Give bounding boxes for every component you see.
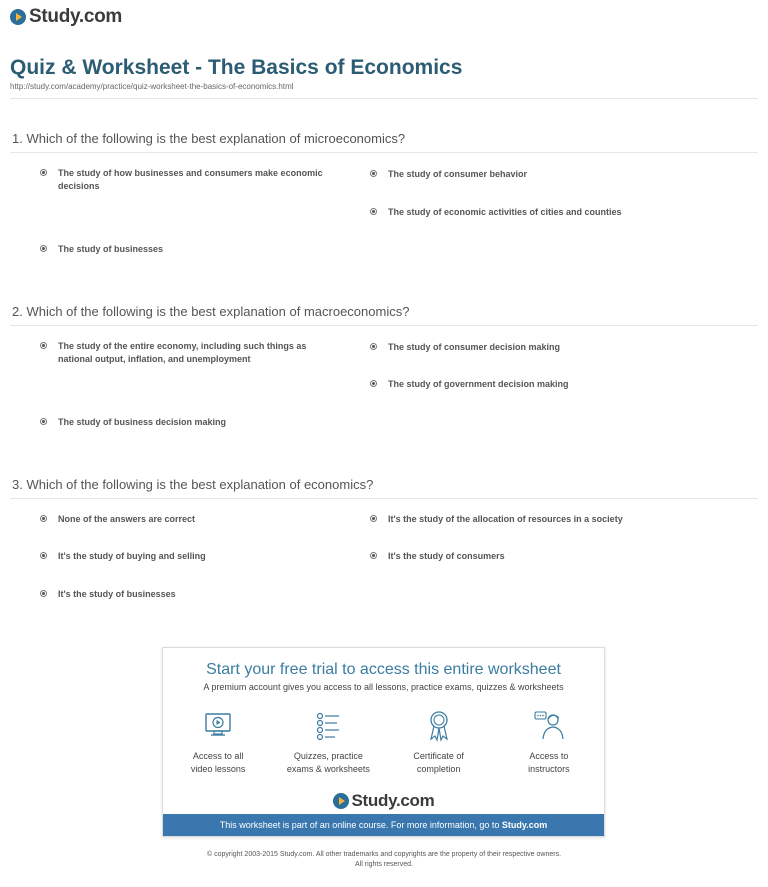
answer-option[interactable] bbox=[40, 588, 340, 601]
radio-button-icon[interactable] bbox=[40, 590, 47, 597]
feature-label: Access to all video lessons bbox=[190, 751, 246, 774]
certificate-icon bbox=[422, 708, 456, 742]
answer-label: The study of businesses bbox=[58, 244, 164, 254]
page-title: Quiz & Worksheet - The Basics of Economics bbox=[10, 56, 463, 79]
divider bbox=[10, 98, 758, 99]
answer-option[interactable] bbox=[40, 243, 340, 256]
answer-option[interactable] bbox=[370, 206, 740, 219]
feature-certificate bbox=[384, 708, 494, 776]
promo-headline[interactable]: Start your free trial to access this entire worksheet bbox=[206, 661, 561, 678]
radio-button-icon[interactable] bbox=[40, 552, 47, 559]
copyright-footer bbox=[0, 850, 768, 870]
instructor-icon bbox=[532, 708, 566, 742]
question-3 bbox=[10, 477, 758, 499]
answer-label: The study of economic activities of cities and counties bbox=[388, 207, 622, 217]
copyright-line: © copyright 2003-2015 Study.com. All other trademarks and copyrights are the property of their respective owners. bbox=[206, 851, 562, 858]
divider bbox=[10, 325, 758, 326]
logo-text: Study.com bbox=[351, 791, 435, 810]
radio-button-icon[interactable] bbox=[40, 342, 47, 349]
video-lesson-icon bbox=[201, 708, 235, 742]
answer-label: It's the study of buying and selling bbox=[58, 551, 206, 561]
promo-bar-text: This worksheet is part of an online course. For more information, go to bbox=[219, 820, 502, 830]
answer-option[interactable] bbox=[370, 513, 750, 526]
answer-option[interactable] bbox=[40, 550, 340, 563]
answer-option[interactable] bbox=[40, 167, 340, 193]
divider bbox=[10, 152, 758, 153]
answer-option[interactable] bbox=[40, 513, 340, 526]
premium-promo bbox=[162, 647, 605, 837]
answer-label: None of the answers are correct bbox=[58, 514, 196, 524]
promo-info-bar bbox=[163, 814, 604, 836]
answer-option[interactable] bbox=[370, 378, 740, 391]
answer-label: The study of consumer decision making bbox=[388, 342, 561, 352]
answer-label: It's the study of consumers bbox=[388, 551, 505, 561]
question-text: 2. Which of the following is the best explanation of macroeconomics? bbox=[12, 304, 410, 319]
question-1 bbox=[10, 131, 758, 153]
question-text: 3. Which of the following is the best explanation of economics? bbox=[12, 477, 374, 492]
divider bbox=[10, 498, 758, 499]
radio-button-icon[interactable] bbox=[40, 245, 47, 252]
radio-button-icon[interactable] bbox=[370, 552, 377, 559]
radio-button-icon[interactable] bbox=[370, 208, 377, 215]
answer-option[interactable] bbox=[370, 341, 740, 354]
answer-label: The study of business decision making bbox=[58, 417, 227, 427]
play-logo-icon bbox=[333, 793, 349, 809]
logo-text: Study.com bbox=[29, 6, 123, 27]
feature-label: Certificate of completion bbox=[413, 751, 464, 774]
question-text: 1. Which of the following is the best explanation of microeconomics? bbox=[12, 131, 406, 146]
study-logo[interactable] bbox=[10, 6, 122, 28]
radio-button-icon[interactable] bbox=[40, 169, 47, 176]
rights-line: All rights reserved. bbox=[355, 861, 413, 868]
answer-option[interactable] bbox=[370, 168, 740, 181]
answer-option[interactable] bbox=[40, 340, 340, 366]
promo-study-logo[interactable] bbox=[163, 791, 604, 811]
answer-label: The study of how businesses and consumers make economic decisions bbox=[58, 168, 323, 191]
radio-button-icon[interactable] bbox=[370, 380, 377, 387]
answer-option[interactable] bbox=[40, 416, 340, 429]
radio-button-icon[interactable] bbox=[370, 343, 377, 350]
answer-option[interactable] bbox=[370, 550, 740, 563]
page-url[interactable]: http://study.com/academy/practice/quiz-worksheet-the-basics-of-economics.html bbox=[10, 82, 294, 91]
study-link[interactable]: Study.com bbox=[501, 820, 548, 830]
radio-button-icon[interactable] bbox=[40, 515, 47, 522]
quiz-list-icon bbox=[311, 708, 345, 742]
radio-button-icon[interactable] bbox=[370, 170, 377, 177]
answer-label: The study of the entire economy, including such things as national output, inflation, and unemployment bbox=[58, 341, 307, 364]
radio-button-icon[interactable] bbox=[370, 515, 377, 522]
question-2 bbox=[10, 304, 758, 326]
feature-instructors bbox=[494, 708, 604, 776]
play-logo-icon bbox=[10, 9, 26, 25]
promo-subhead: A premium account gives you access to all lessons, practice exams, quizzes & worksheets bbox=[203, 682, 564, 692]
answer-label: It's the study of the allocation of resources in a society bbox=[388, 514, 623, 524]
answer-label: The study of government decision making bbox=[388, 379, 569, 389]
feature-list bbox=[163, 708, 604, 776]
feature-label: Quizzes, practice exams & worksheets bbox=[286, 751, 370, 774]
feature-video-lessons bbox=[163, 708, 273, 776]
radio-button-icon[interactable] bbox=[40, 418, 47, 425]
feature-label: Access to instructors bbox=[528, 751, 570, 774]
answer-label: It's the study of businesses bbox=[58, 589, 176, 599]
feature-quizzes bbox=[273, 708, 383, 776]
answer-label: The study of consumer behavior bbox=[388, 169, 528, 179]
